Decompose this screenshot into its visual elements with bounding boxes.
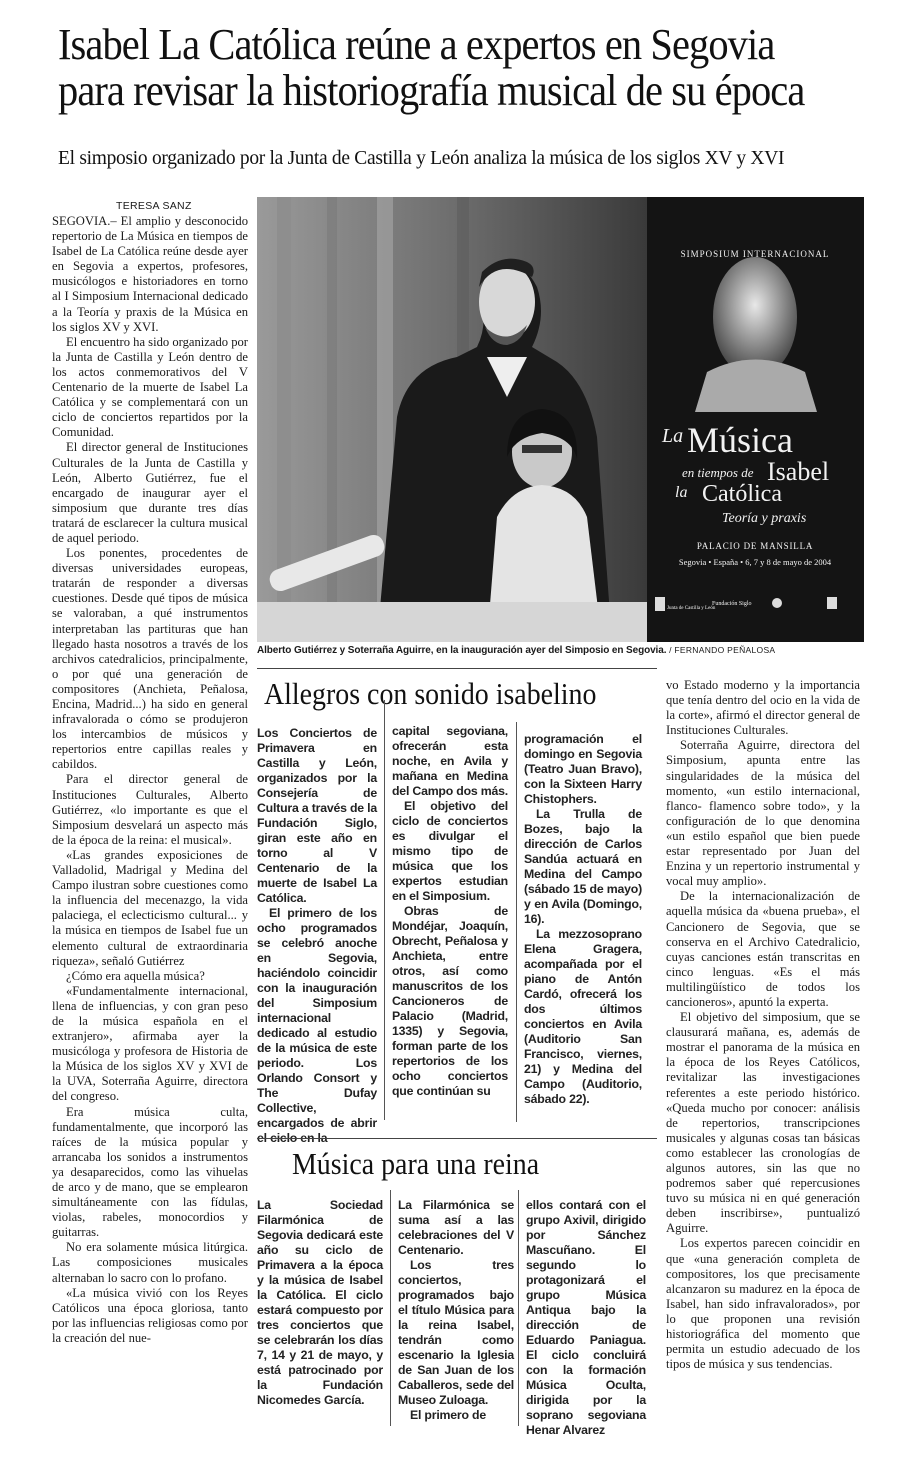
headline-line-1: Isabel La Católica reúne a expertos en Segovia bbox=[58, 20, 775, 69]
article-paragraph: No era solamente música litúrgica. Las composiciones musicales alternaban lo sacro con lo profano. bbox=[52, 1240, 248, 1285]
box2-column-2 bbox=[398, 1198, 514, 1438]
article-paragraph: Los expertos parecen coincidir en que «una generación completa de compositores, los que precisamente alcanzaron su madurez en la época de Isabel, han sido infravalorados», por lo que proponen una revisión historiográfica del momento que permita un estudio adecuado de los tipos de música y sus tendencias. bbox=[666, 1236, 860, 1372]
box2-paragraph: El primero de bbox=[410, 1408, 486, 1422]
photo-illustration bbox=[257, 197, 864, 642]
article-paragraph: Los ponentes, procedentes de diversas universidades europeas, tratarán de responder a diversas cuestiones. Desde qué tipos de música se valoraban, a qué instrumentos interpretaban las partituras que han llegado hasta nosotros a través de los archivos catedralicios, principalmente, o por qué una generación de compositores (Anchieta, Peñalosa, Encina, Madrid...) ha sido en general infravalorada o cómo se produjeron los intercambios de músicos y repertorios entre capillas reales y cabildos. bbox=[52, 546, 248, 772]
article-paragraph: «Las grandes exposiciones de Valladolid, Madrigal y Medina del Campo ilustran sobre cuestiones como la influencia del mecenazgo, la vida palaciega, el eclecticismo cultural... y la música en tiempos de Isabel fue un elemento cultural de extraordinaria riqueza», señaló Gutiérrez bbox=[52, 847, 248, 968]
column-divider bbox=[390, 1190, 391, 1426]
column-divider bbox=[518, 1190, 519, 1426]
poster-title-musica: Música bbox=[687, 420, 793, 460]
poster-place-date: Segovia • España • 6, 7 y 8 de mayo de 2004 bbox=[678, 557, 832, 567]
headline bbox=[58, 22, 822, 114]
box2-paragraph: ellos contará con el grupo Axivil, dirigido por Sánchez Mascuñano. El segundo lo protagonizará el grupo Música Antiqua bajo la dirección de Eduardo Paniagua. El ciclo concluirá con la formación Música Oculta, dirigida por la soprano segoviana Henar Alvarez bbox=[526, 1198, 646, 1437]
box2-paragraph: La Filarmónica se suma así a las celebraciones del V Centenario. bbox=[398, 1198, 514, 1257]
box1-paragraph: La mezzosoprano Elena Gragera, acompañada por el piano de Antón Cardó, ofrecerá los dos últimos conciertos en Avila (Auditorio San Francisco, viernes, 21) y Medina del Campo (Auditorio, sábado 22). bbox=[524, 927, 642, 1106]
article-paragraph: «Fundamentalmente internacional, llena de influencias, y con gran peso de la música española en el extranjero», afirmaba ayer la musicóloga y profesora de Historia de la Música de los siglos XV y XVI de la UVA, Soterraña Aguirre, directora del congreso. bbox=[52, 983, 248, 1104]
box1-paragraph: capital segoviana, ofrecerán esta noche, en Avila y mañana en Medina del Campo dos más. bbox=[392, 724, 508, 798]
article-paragraph: El encuentro ha sido organizado por la Junta de Castilla y León dentro de los actos conmemorativos del V Centenario de la muerte de Isabel La Católica y se complementará con un ciclo de conciertos repartidos por la Comunidad. bbox=[52, 334, 248, 440]
poster-title-isabel: Isabel bbox=[767, 457, 830, 486]
sponsor-logo-label: Fundación Siglo bbox=[712, 601, 752, 607]
poster-symposium-label: SIMPOSIUM INTERNACIONAL bbox=[680, 249, 830, 259]
article-paragraph: ¿Cómo era aquella música? bbox=[66, 968, 205, 983]
photo-credit: / FERNANDO PEÑALOSA bbox=[669, 645, 776, 655]
box1-paragraph: El primero de los ocho programados se celebró anoche en Segovia, haciéndolo coincidir con la inauguración del Simposium internacional dedicado al estudio de la música de este periodo. Los Orlando Consort y The Dufay Collective, encargados de abrir el ciclo en la bbox=[257, 906, 377, 1145]
box2-title: Música para una reina bbox=[292, 1146, 540, 1181]
box1-top-rule bbox=[257, 668, 657, 669]
box1-paragraph: Obras de Mondéjar, Joaquín, Obrecht, Peñalosa y Anchieta, entre otros, así como manuscritos de los Cancioneros de Palacio (Madrid, 1335) y Segovia, forman parte de los repertorios de los ocho conciertos que continúan su bbox=[392, 904, 508, 1098]
box2-column-3 bbox=[526, 1198, 646, 1438]
article-photo bbox=[257, 197, 864, 642]
article-paragraph: «La música vivió con los Reyes Católicos una época gloriosa, tanto por las influencias religiosas como por la creación del nue- bbox=[52, 1285, 248, 1345]
article-paragraph: El director general de Instituciones Culturales de la Junta de Castilla y León, Alberto Gutiérrez, fue el encargado de inaugurar ayer el simposium que durante tres días tratará de esclarecer la cultura musical de aquel periodo. bbox=[52, 440, 248, 545]
article-paragraph: SEGOVIA.– El amplio y desconocido repertorio de La Música en tiempos de Isabel de La Católica reúne desde ayer en Segovia a expertos, profesores, musicólogos e historiadores en torno al I Simposium Internacional dedicado a la Teoría y praxis de la Música en los siglos XV y XVI. bbox=[52, 214, 248, 334]
sponsor-logo-icon bbox=[827, 597, 837, 609]
box2-paragraph: La Sociedad Filarmónica de Segovia dedicará este año su ciclo de Primavera a la época y la música de Isabel la Católica. El ciclo estará compuesto por tres conciertos que se celebrarán los días 7, 14 y 21 de mayo, y está patrocinado por la Fundación Nicomedes García. bbox=[257, 1198, 383, 1407]
poster-title-la: La bbox=[662, 425, 684, 447]
poster-title-catolica: Católica bbox=[702, 481, 782, 507]
article-paragraph: Soterraña Aguirre, directora del Simposium, apunta entre las singularidades de la música del momento, «un estilo internacional, flanco- flamenco sobre todo», y la configuración de lo que denomina «un estilo español que bien puede estar representado por Juan del Enzina y un repertorio instrumental y vocal muy amplio». bbox=[666, 738, 860, 889]
article-paragraph: vo Estado moderno y la importancia que tenía dentro del ocio en la vida de la corte», afirmó el director general de Instituciones Culturales. bbox=[666, 678, 860, 738]
box1-paragraph: Los Conciertos de Primavera en Castilla y León, organizados por la Consejería de Cultura a través de la Fundación Siglo, giran este año en torno al V Centenario de la muerte de Isabel La Católica. bbox=[257, 726, 377, 905]
sponsor-logo-icon bbox=[772, 598, 782, 608]
box2-column-1 bbox=[257, 1198, 383, 1438]
poster-title-en-tiempos: en tiempos de bbox=[682, 465, 754, 480]
box1-paragraph: La Trulla de Bozes, bajo la dirección de Carlos Sandúa actuará en Medina del Campo (sábado 15 de mayo) y en Avila (Domingo, 16). bbox=[524, 807, 642, 926]
box1-paragraph: programación el domingo en Segovia (Teatro Juan Bravo), con la Sixteen Harry Chistophers. bbox=[524, 732, 642, 806]
box1-column-2 bbox=[392, 724, 508, 1124]
box2-top-rule bbox=[257, 1138, 657, 1139]
box2-paragraph: Los tres conciertos, programados bajo el título Música para la reina Isabel, tendrán como escenario la Iglesia de San Juan de los Caballeros, sede del Museo Zuloaga. bbox=[398, 1258, 514, 1407]
article-paragraph: El objetivo del simposium, que se clausurará mañana, es, además de mostrar el panorama de la música en la época de los Reyes Católicos, revitalizar las investigaciones referentes a este periodo histórico. «Queda mucho por conocer: análisis de repertorios, transcripciones musicales y algunas cosas tan básicas como establecer las cronologías de algunos autores, sin las que no podremos saber qué repercusiones tuvo su música ni en qué generación deben inscribirse», puntualizó Aguirre. bbox=[666, 1010, 860, 1236]
box1-column-3 bbox=[524, 732, 642, 1122]
box1-paragraph: El objetivo del ciclo de conciertos es divulgar el mismo tipo de música que los expertos estudian en el Simposium. bbox=[392, 799, 508, 903]
sponsor-logo-icon bbox=[655, 597, 665, 611]
headline-line-2: para revisar la historiografía musical de su época bbox=[58, 66, 805, 115]
column-divider bbox=[384, 700, 385, 1120]
subheadline: El simposio organizado por la Junta de Castilla y León analiza la música de los siglos XV y XVI bbox=[58, 147, 785, 169]
box1-column-1 bbox=[257, 726, 377, 1145]
article-paragraph: Para el director general de Instituciones Culturales, Alberto Gutiérrez, «lo importante es que el Simposium desvelará un aspecto más de la época de la reina: el musical». bbox=[52, 772, 248, 847]
article-continuation-column bbox=[666, 678, 860, 1446]
poster-venue: PALACIO DE MANSILLA bbox=[696, 541, 814, 551]
poster-subtitle-teoria: Teoría y praxis bbox=[722, 511, 807, 526]
main-article-column bbox=[52, 214, 248, 1444]
photo-caption bbox=[257, 645, 867, 656]
article-paragraph: Era música culta, fundamentalmente, que incorporó las raíces de la música popular y arrancaba los sonidos a instrumentos ya desaparecidos, como las vihuelas de arco y de mano, que se emplearon simultáneamente con las fídulas, violas, rabeles, monocordios y guitarras. bbox=[52, 1104, 248, 1240]
caption-text: Alberto Gutiérrez y Soterraña Aguirre, en la inauguración ayer del Simposio en Segovia. bbox=[257, 645, 667, 656]
poster-title-la-2: la bbox=[675, 484, 688, 501]
sponsor-logo-label: Junta de Castilla y León bbox=[667, 606, 716, 611]
article-paragraph: De la internacionalización de aquella música da «buena prueba», el Cancionero de Segovia, que se conserva en el Archivo Catedralicio, cuyas canciones están transcritas en cinco lenguas. «Es el más multilingüístico de todos los cancioneros», apuntó la experta. bbox=[666, 889, 860, 1009]
box1-title: Allegros con sonido isabelino bbox=[264, 676, 597, 711]
byline: TERESA SANZ bbox=[116, 200, 192, 212]
column-divider bbox=[516, 722, 517, 1122]
